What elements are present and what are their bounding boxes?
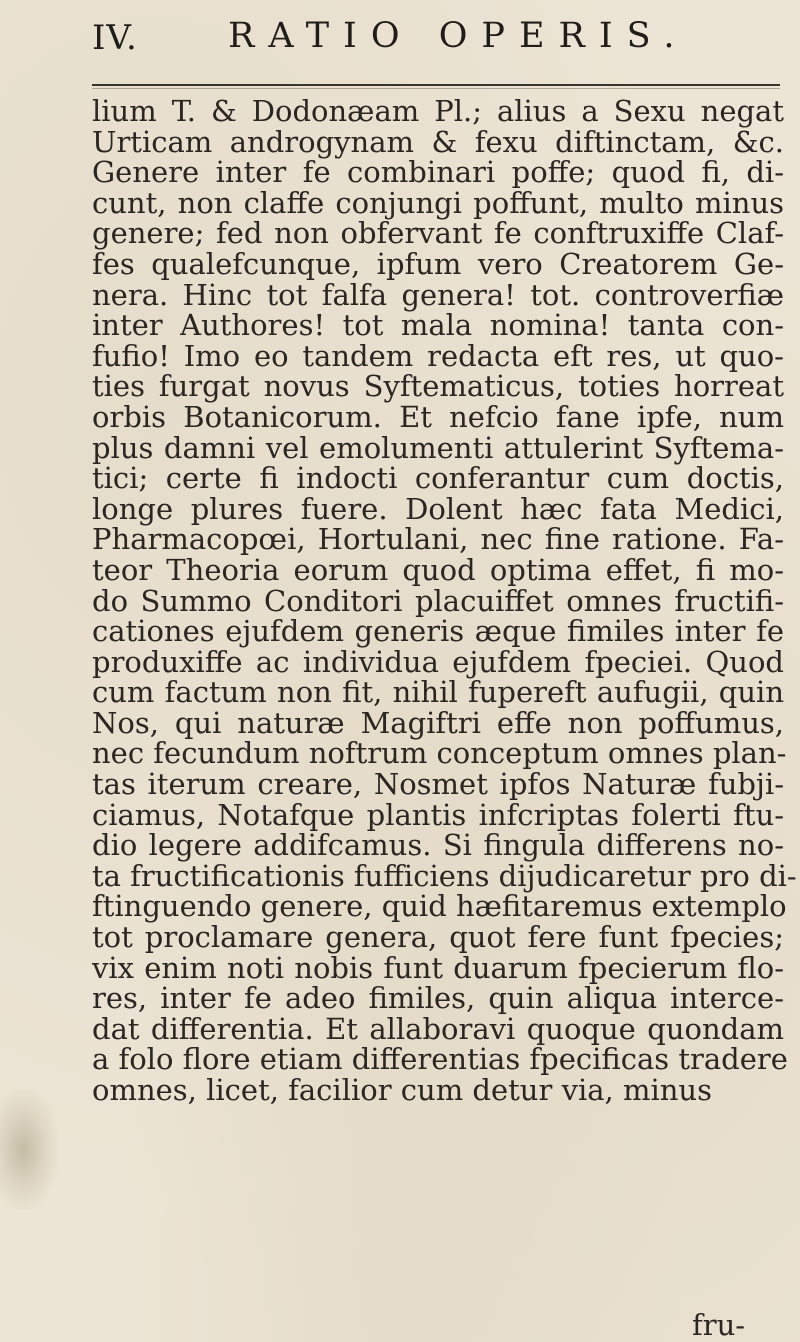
text-line: res, inter fe adeo fimiles, quin aliqua interce- [92, 981, 784, 1016]
text-line: orbis Botanicorum. Et nefcio fane ipfe, num [92, 399, 784, 434]
text-line: ta fructificationis fufficiens dijudicaretur pro di- [92, 858, 797, 893]
text-line: produxiffe ac individua ejufdem fpeciei. Quod [92, 644, 784, 679]
text-line: Genere inter fe combinari poffe; quod fi, di- [92, 155, 784, 190]
text-line: ftinguendo genere, quid hæfitaremus extemplo [92, 889, 787, 924]
text-line: ciamus, Notafque plantis infcriptas folerti ftu- [92, 797, 784, 832]
text-line: tici; certe fi indocti conferantur cum doctis, [92, 461, 784, 496]
text-line: vix enim noti nobis funt duarum fpecierum flo- [92, 950, 784, 985]
text-line: lium T. & Dodonæam Pl.; alius a Sexu negat [92, 94, 784, 128]
text-line: Nos, qui naturæ Magiftri effe non poffumus, [92, 705, 784, 740]
text-line: plus damni vel emolumenti attulerint Syftema- [92, 430, 784, 465]
text-line: Pharmacopœi, Hortulani, nec fine ratione. Fa- [92, 522, 784, 557]
text-line: genere; fed non obfervant fe conftruxiffe Claf- [92, 216, 784, 251]
header-rule [92, 84, 780, 86]
text-line: fufio! Imo eo tandem redacta eft res, ut quo- [92, 338, 784, 373]
page-number: IV. [92, 18, 138, 58]
text-line: tot proclamare genera, quot fere funt fpecies; [92, 920, 784, 955]
text-line: cunt, non claffe conjungi poffunt, multo minus [92, 185, 784, 220]
page-header [92, 10, 792, 62]
body-text [92, 94, 797, 1107]
catchword: fru- [692, 1308, 746, 1342]
text-line: omnes, licet, facilior cum detur via, minus [92, 1073, 712, 1107]
running-title: RATIO OPERIS. [228, 16, 689, 56]
text-line: inter Authores! tot mala nomina! tanta con- [92, 308, 784, 343]
text-line: ties furgat novus Syftematicus, toties horreat [92, 369, 784, 404]
text-line: dio legere addifcamus. Si fingula differens no- [92, 828, 784, 863]
text-line: fes qualefcunque, ipfum vero Creatorem Ge- [92, 246, 784, 281]
paper-stain [0, 1090, 58, 1210]
text-line: Urticam androgynam & fexu diftinctam, &c. [92, 124, 784, 159]
text-line: do Summo Conditori placuiffet omnes fructifi- [92, 583, 784, 618]
text-line: cationes ejufdem generis æque fimiles inter fe [92, 614, 784, 649]
text-line: teor Theoria eorum quod optima effet, fi mo- [92, 552, 784, 587]
text-line: a folo flore etiam differentias fpecificas tradere [92, 1042, 788, 1077]
text-line: longe plures fuere. Dolent hæc fata Medici, [92, 491, 784, 526]
text-line: nera. Hinc tot falfa genera! tot. controverfiæ [92, 277, 784, 312]
text-line: cum factum non fit, nihil fupereft aufugii, quin [92, 675, 784, 710]
text-line: tas iterum creare, Nosmet ipfos Naturæ fubji- [92, 767, 784, 802]
text-line: nec fecundum noftrum conceptum omnes plan- [92, 736, 787, 771]
text-line: dat differentia. Et allaboravi quoque quondam [92, 1011, 784, 1046]
